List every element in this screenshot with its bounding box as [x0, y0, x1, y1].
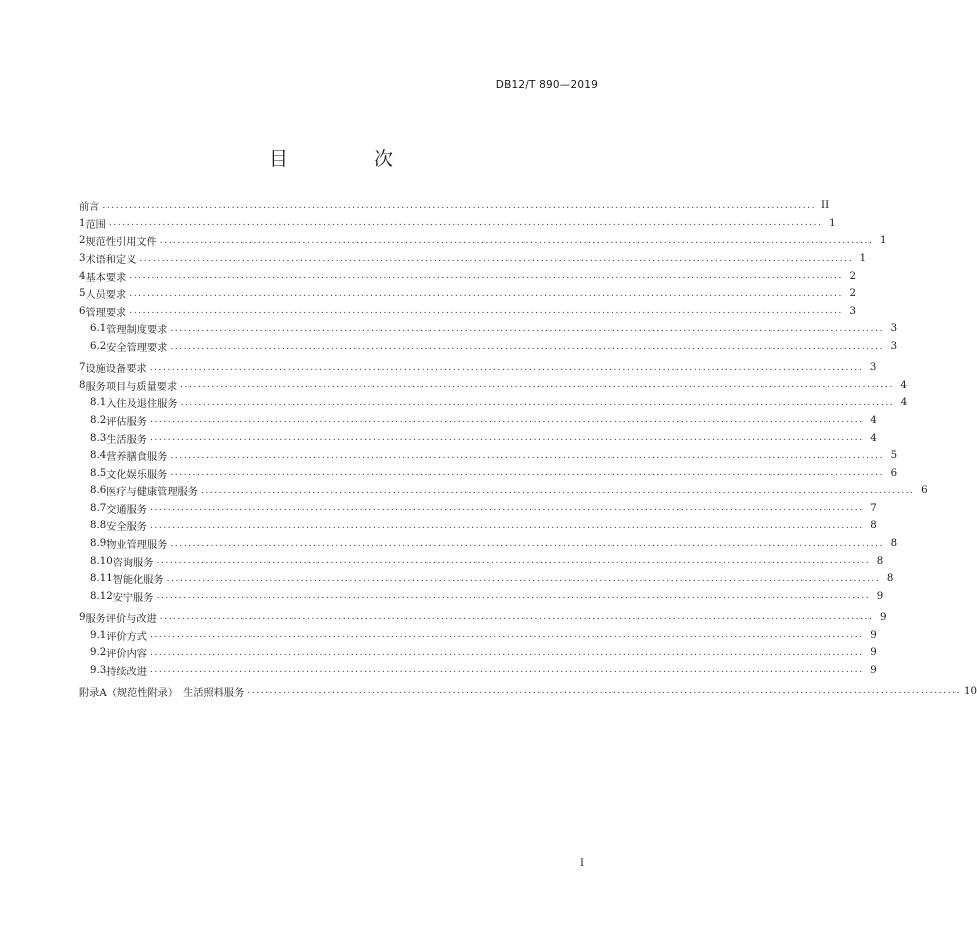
toc-entry-number: 8.11	[90, 573, 113, 585]
toc-entry-label: 生活服务	[106, 434, 147, 446]
toc-leader-dots: ................................................................................................................................................................	[200, 485, 915, 496]
toc-entry-page: 3	[869, 362, 877, 374]
toc-leader-dots: ................................................................................................................................................................	[159, 235, 874, 246]
toc-entry-page: 2	[849, 288, 856, 300]
toc-leader-dots: ................................................................................................................................................................	[108, 218, 823, 229]
toc-entry-page: 3	[890, 341, 898, 353]
toc-leader-dots: ................................................................................................................................................................	[149, 630, 864, 641]
toc-entry-label: 文化娱乐服务	[106, 469, 168, 481]
table-of-contents	[79, 197, 977, 700]
toc-entry-label: 入住及退住服务	[106, 399, 178, 411]
toc-entry-page: 10	[964, 685, 977, 697]
toc-entry-label: 持续改进	[106, 666, 147, 678]
document-code: DB12/T 890—2019	[495, 79, 598, 91]
toc-entry[interactable]	[79, 267, 856, 285]
toc-entry[interactable]	[79, 447, 898, 465]
toc-entry-page: 4	[870, 414, 877, 426]
toc-entry-number: 8.4	[90, 450, 107, 462]
toc-entry[interactable]	[79, 609, 887, 627]
toc-entry-label: 前言	[79, 202, 100, 214]
toc-entry-page: 4	[900, 397, 908, 409]
toc-entry[interactable]	[79, 464, 898, 482]
toc-entry-page: 6	[890, 467, 898, 479]
toc-leader-dots: ................................................................................................................................................................	[156, 591, 871, 602]
toc-entry-label: 评估服务	[106, 416, 147, 428]
toc-leader-dots: ................................................................................................................................................................	[247, 686, 961, 697]
toc-entry[interactable]	[79, 250, 867, 268]
toc-entry-number: 7	[79, 362, 86, 374]
toc-title: 目 次	[268, 148, 434, 170]
toc-leader-dots: ................................................................................................................................................................	[180, 397, 895, 408]
toc-entry-page: 1	[880, 235, 887, 247]
toc-entry-label: 评价内容	[106, 649, 147, 661]
toc-leader-dots: ................................................................................................................................................................	[166, 573, 881, 584]
toc-leader-dots: ................................................................................................................................................................	[170, 468, 885, 479]
toc-entry[interactable]	[79, 588, 884, 606]
toc-entry-page: II	[821, 200, 830, 212]
toc-entry-page: 1	[859, 253, 867, 265]
toc-entry-number: 8.7	[90, 502, 107, 514]
toc-leader-dots: ................................................................................................................................................................	[156, 556, 871, 567]
toc-leader-dots: ................................................................................................................................................................	[149, 665, 864, 676]
toc-leader-dots: ................................................................................................................................................................	[159, 612, 874, 623]
toc-leader-dots: ................................................................................................................................................................	[102, 200, 817, 211]
toc-leader-dots: ................................................................................................................................................................	[149, 415, 864, 426]
toc-entry-page: 9	[870, 647, 877, 659]
toc-entry-page: 1	[829, 217, 836, 229]
toc-entry-number: 9	[79, 611, 86, 623]
toc-entry-page: 3	[849, 305, 856, 317]
toc-entry-number: 8.8	[90, 520, 107, 532]
toc-leader-dots: ................................................................................................................................................................	[170, 450, 885, 461]
toc-leader-dots: ................................................................................................................................................................	[129, 271, 843, 282]
toc-entry[interactable]	[79, 412, 877, 430]
toc-entry[interactable]	[79, 303, 856, 321]
toc-leader-dots: ................................................................................................................................................................	[180, 380, 894, 391]
toc-entry-number: 6.2	[90, 341, 107, 353]
toc-entry-label: 咨询服务	[112, 557, 154, 569]
toc-entry-label: 设施设备要求	[85, 364, 147, 376]
toc-entry-number: 8.5	[90, 467, 107, 479]
toc-entry-number: 6	[79, 305, 86, 317]
toc-entry-page: 6	[921, 485, 928, 497]
toc-entry-label: 智能化服务	[112, 575, 164, 587]
toc-entry-label: 营养膳食服务	[106, 452, 168, 464]
toc-entry-label: 管理制度要求	[106, 325, 168, 337]
toc-entry-page: 4	[870, 432, 877, 444]
toc-entry-page: 8	[890, 538, 898, 550]
toc-leader-dots: ................................................................................................................................................................	[149, 520, 864, 531]
toc-entry-number: 5	[79, 288, 86, 300]
toc-entry[interactable]	[79, 482, 928, 500]
toc-entry-label: 服务项目与质量要求	[85, 381, 178, 393]
toc-entry[interactable]	[79, 376, 907, 394]
toc-entry-label: 评价方式	[106, 631, 147, 643]
toc-entry-label: 管理要求	[85, 307, 127, 319]
toc-leader-dots: ................................................................................................................................................................	[129, 306, 843, 317]
toc-entry-page: 8	[870, 520, 877, 532]
toc-entry-page: 5	[890, 450, 898, 462]
toc-leader-dots: ................................................................................................................................................................	[149, 362, 864, 373]
toc-entry-number: 6.1	[90, 323, 107, 335]
toc-entry-number: 2	[79, 235, 86, 247]
toc-leader-dots: ................................................................................................................................................................	[170, 323, 885, 334]
toc-entry-label: 安宁服务	[112, 592, 154, 604]
toc-entry[interactable]	[79, 320, 898, 338]
toc-entry-page: 8	[876, 555, 884, 567]
toc-entry-label: 服务评价与改进	[85, 613, 157, 625]
toc-entry[interactable]	[79, 552, 884, 570]
toc-entry-page: 9	[876, 590, 884, 602]
toc-entry-number: 4	[79, 270, 86, 282]
toc-entry[interactable]	[79, 500, 877, 518]
toc-entry-page: 9	[870, 664, 877, 676]
toc-leader-dots: ................................................................................................................................................................	[170, 538, 885, 549]
toc-entry-number: 8.12	[90, 590, 113, 602]
toc-entry-number: 8.6	[90, 485, 107, 497]
toc-entry-label: 医疗与健康管理服务	[106, 487, 198, 499]
toc-entry[interactable]	[79, 359, 877, 377]
toc-entry-label: 安全服务	[106, 522, 147, 534]
toc-entry-page: 3	[890, 323, 898, 335]
toc-entry-page: 4	[900, 379, 907, 391]
toc-entry[interactable]	[79, 394, 908, 412]
toc-entry[interactable]	[79, 570, 894, 588]
toc-entry-number: 9.3	[90, 664, 107, 676]
toc-entry-number: 3	[79, 253, 86, 265]
toc-leader-dots: ................................................................................................................................................................	[149, 647, 864, 658]
toc-leader-dots: ................................................................................................................................................................	[170, 341, 885, 352]
toc-entry-number: 9.1	[90, 629, 107, 641]
toc-entry[interactable]	[79, 429, 877, 447]
page-number: I	[580, 858, 584, 869]
toc-entry-page: 2	[849, 270, 856, 282]
toc-entry-number: 1	[79, 217, 86, 229]
toc-entry[interactable]	[79, 215, 836, 233]
toc-entry[interactable]	[79, 535, 898, 553]
toc-entry[interactable]	[79, 644, 877, 662]
toc-entry-label: 人员要求	[85, 290, 127, 302]
toc-entry[interactable]	[79, 285, 856, 303]
toc-entry-number: 8.2	[90, 414, 107, 426]
toc-entry-page: 9	[880, 611, 887, 623]
toc-entry[interactable]	[79, 232, 887, 250]
toc-leader-dots: ................................................................................................................................................................	[149, 503, 864, 514]
toc-entry-page: 7	[870, 502, 877, 514]
toc-entry[interactable]	[79, 626, 877, 644]
toc-entry-label: 术语和定义	[85, 255, 137, 267]
toc-entry-label: 物业管理服务	[106, 540, 168, 552]
toc-entry-number: 8	[79, 379, 86, 391]
toc-entry-number: 9.2	[90, 647, 107, 659]
toc-entry[interactable]	[79, 338, 898, 356]
toc-entry-number: 8.3	[90, 432, 107, 444]
toc-entry[interactable]	[79, 661, 877, 679]
toc-entry-number: 8.1	[90, 397, 107, 409]
toc-entry-label: 规范性引用文件	[85, 237, 157, 249]
toc-leader-dots: ................................................................................................................................................................	[149, 433, 864, 444]
toc-entry-number: 8.9	[90, 538, 107, 550]
toc-entry-label: 安全管理要求	[106, 343, 168, 355]
toc-entry-label: 基本要求	[85, 272, 127, 284]
toc-entry-label: 附录A（规范性附录） 生活照料服务	[79, 687, 245, 699]
toc-entry-label: 范围	[85, 219, 106, 231]
toc-entry-label: 交通服务	[106, 504, 147, 516]
toc-leader-dots: ................................................................................................................................................................	[129, 288, 843, 299]
toc-entry-number: 8.10	[90, 555, 113, 567]
toc-entry-page: 9	[870, 629, 877, 641]
toc-entry[interactable]	[79, 683, 977, 701]
toc-entry-page: 8	[886, 573, 894, 585]
toc-entry[interactable]	[79, 197, 830, 215]
toc-entry[interactable]	[79, 517, 877, 535]
toc-leader-dots: ................................................................................................................................................................	[139, 253, 854, 264]
